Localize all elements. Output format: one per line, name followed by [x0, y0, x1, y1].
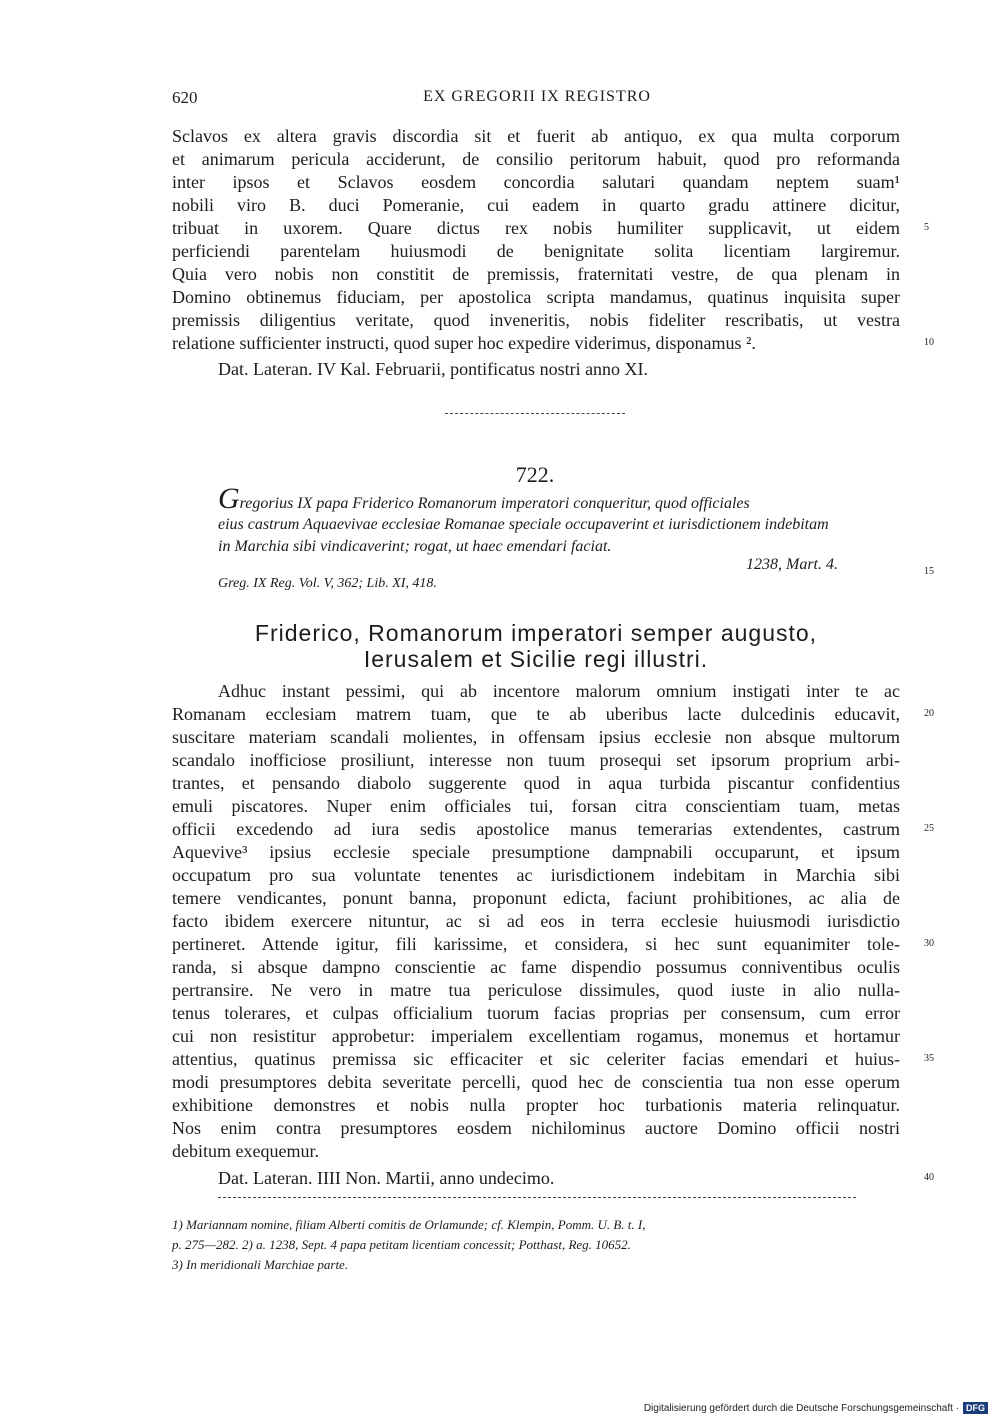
text-line: Quia vero nobis non constitit de premissis, fraternitati vestre, de qua plenam in [172, 264, 900, 284]
regest-line: eius castrum Aquaevivae ecclesiae Romanae speciale occupaverint et iurisdictionem indebitam [218, 516, 829, 533]
text-line: Aquevive³ ipsius ecclesie speciale presumptione dampnabili occuparunt, et ipsum [172, 842, 900, 862]
line-number: 35 [924, 1053, 934, 1064]
text-line: debitum exequemur. [172, 1141, 319, 1161]
text-line: premissis diligentius veritate, quod inveneritis, nobis fideliter rescribatis, ut vestra [172, 310, 900, 330]
text-line: nobili viro B. duci Pomeranie, cui eadem in quarto gradu attinere dicitur, [172, 195, 900, 215]
section-divider [445, 413, 625, 414]
footnote-divider [218, 1197, 856, 1198]
address-line: Ierusalem et Sicilie regi illustri. [363, 646, 709, 672]
dat-line: Dat. Lateran. IIII Non. Martii, anno undecimo. [218, 1168, 555, 1188]
funding-note [644, 1402, 988, 1414]
text-line: officii excedendo ad iura sedis apostolice manus temerarias extendentes, castrum [172, 819, 900, 839]
letter-date: 1238, Mart. 4. [746, 556, 838, 573]
text-line: modi presumptores debita severitate percelli, quod hec de conscientia tua non esse operum [172, 1072, 900, 1092]
footnote: 3) In meridionali Marchiae parte. [172, 1257, 349, 1272]
footnote: 1) Mariannam nomine, filiam Alberti comitis de Orlamunde; cf. Klempin, Pomm. U. B. t. I, [172, 1217, 646, 1232]
text-line: facto ibidem exercere nituntur, ac si ad eos in terra ecclesie huiusmodi iurisdictio [172, 911, 900, 931]
text-line: temere vendicantes, ponunt banna, proponunt edicta, faciunt prohibitiones, ac alia de [172, 888, 900, 908]
footnote: p. 275—282. 2) a. 1238, Sept. 4 papa petitam licentiam concessit; Potthast, Reg. 10652. [172, 1237, 631, 1252]
text-line: exhibitione demonstres et nobis nulla propter hoc turbationis materia relinquatur. [172, 1095, 900, 1115]
text-line: attentius, quatinus premissa sic efficaciter et sic celeriter facias emendari et huius- [172, 1049, 900, 1069]
line-number: 5 [924, 222, 929, 233]
text-line: et animarum pericula acciderunt, de consilio peritorum habuit, quod pro reformanda [172, 149, 900, 169]
funding-text: Digitalisierung gefördert durch die Deutsche Forschungsgemeinschaft · [643, 1402, 959, 1414]
text-line: trantes, et pensando diabolo suggerente quod in aqua turbida piscantur confidentius [172, 773, 900, 793]
line-number: 20 [924, 708, 934, 719]
text-line: pertransire. Ne vero in matre tua periculose dissimules, quod iuste in alio nulla- [172, 980, 900, 1000]
address-line: Friderico, Romanorum imperatori semper augusto, [254, 620, 818, 646]
dfg-logo: DFG [963, 1402, 988, 1414]
text-line: Sclavos ex altera gravis discordia sit et fuerit ab antiquo, ex qua multa corporum [172, 126, 900, 146]
text-line: scandalo inofficiose prosiliunt, interesse non tuum prosequi set ipsorum proprium arbi- [172, 750, 900, 770]
text-line: perficiendi parentelam huiusmodi de benignitate solita licentiam largiremur. [172, 241, 900, 261]
text-line: pertineret. Attende igitur, fili karissime, et considera, si hec sunt equanimiter tole- [172, 934, 900, 954]
regest-line [218, 482, 900, 515]
page-header [172, 88, 902, 112]
text-line: Adhuc instant pessimi, qui ab incentore malorum omnium instigati inter te ac [218, 681, 900, 701]
text-line: tenus tolerares, et culpas officialium tuorum facias proprias per consensum, cum error [172, 1003, 900, 1023]
text-line: tribuat in uxorem. Quare dictus rex nobis humiliter supplicavit, ut eidem [172, 218, 900, 238]
regest-text: regorius IX papa Friderico Romanorum imperatori conqueritur, quod officiales [239, 495, 750, 512]
text-line: cui non resistitur approbetur: imperialem excellentiam rogamus, monemus et hortamur [172, 1026, 900, 1046]
register-citation: Greg. IX Reg. Vol. V, 362; Lib. XI, 418. [218, 576, 437, 591]
line-number: 40 [924, 1172, 934, 1183]
text-line: Romanam ecclesiam matrem tuam, que te ab uberibus lacte dulcedinis educavit, [172, 704, 900, 724]
text-line: inter ipsos et Sclavos eosdem concordia salutari quandam neptem suam¹ [172, 172, 900, 192]
text-line: emuli piscatores. Nuper enim officiales tui, forsan citra conscientiam tuam, metas [172, 796, 900, 816]
text-line: Domino obtinemus fiduciam, per apostolica scripta mandamus, quatinus inquisita super [172, 287, 900, 307]
text-line: Nos enim contra presumptores eosdem nichilominus auctore Domino officii nostri [172, 1118, 900, 1138]
line-number: 15 [924, 566, 934, 577]
line-number: 25 [924, 823, 934, 834]
page-number: 620 [172, 88, 198, 107]
letter-number: 722. [515, 462, 555, 487]
regest-line: in Marchia sibi vindicaverint; rogat, ut haec emendari faciat. [218, 538, 612, 555]
text-line: suscitare materiam scandali molientes, in offensam ipsius ecclesie non absque multorum [172, 727, 900, 747]
regest-initial: G [218, 482, 240, 515]
running-title: EX GREGORII IX REGISTRO [423, 88, 651, 105]
dat-line: Dat. Lateran. IV Kal. Februarii, pontificatus nostri anno XI. [218, 359, 649, 379]
text-line: randa, si absque dampno conscientie ac fame dispendio possumus conniventibus oculis [172, 957, 900, 977]
line-number: 10 [924, 337, 934, 348]
line-number: 30 [924, 938, 934, 949]
text-line: occupatum pro sua voluntate tenentes ac iurisdictionem indebitam in Marchia sibi [172, 865, 900, 885]
text-line: relatione sufficienter instructi, quod super hoc expedire viderimus, disponamus ². [172, 333, 756, 353]
